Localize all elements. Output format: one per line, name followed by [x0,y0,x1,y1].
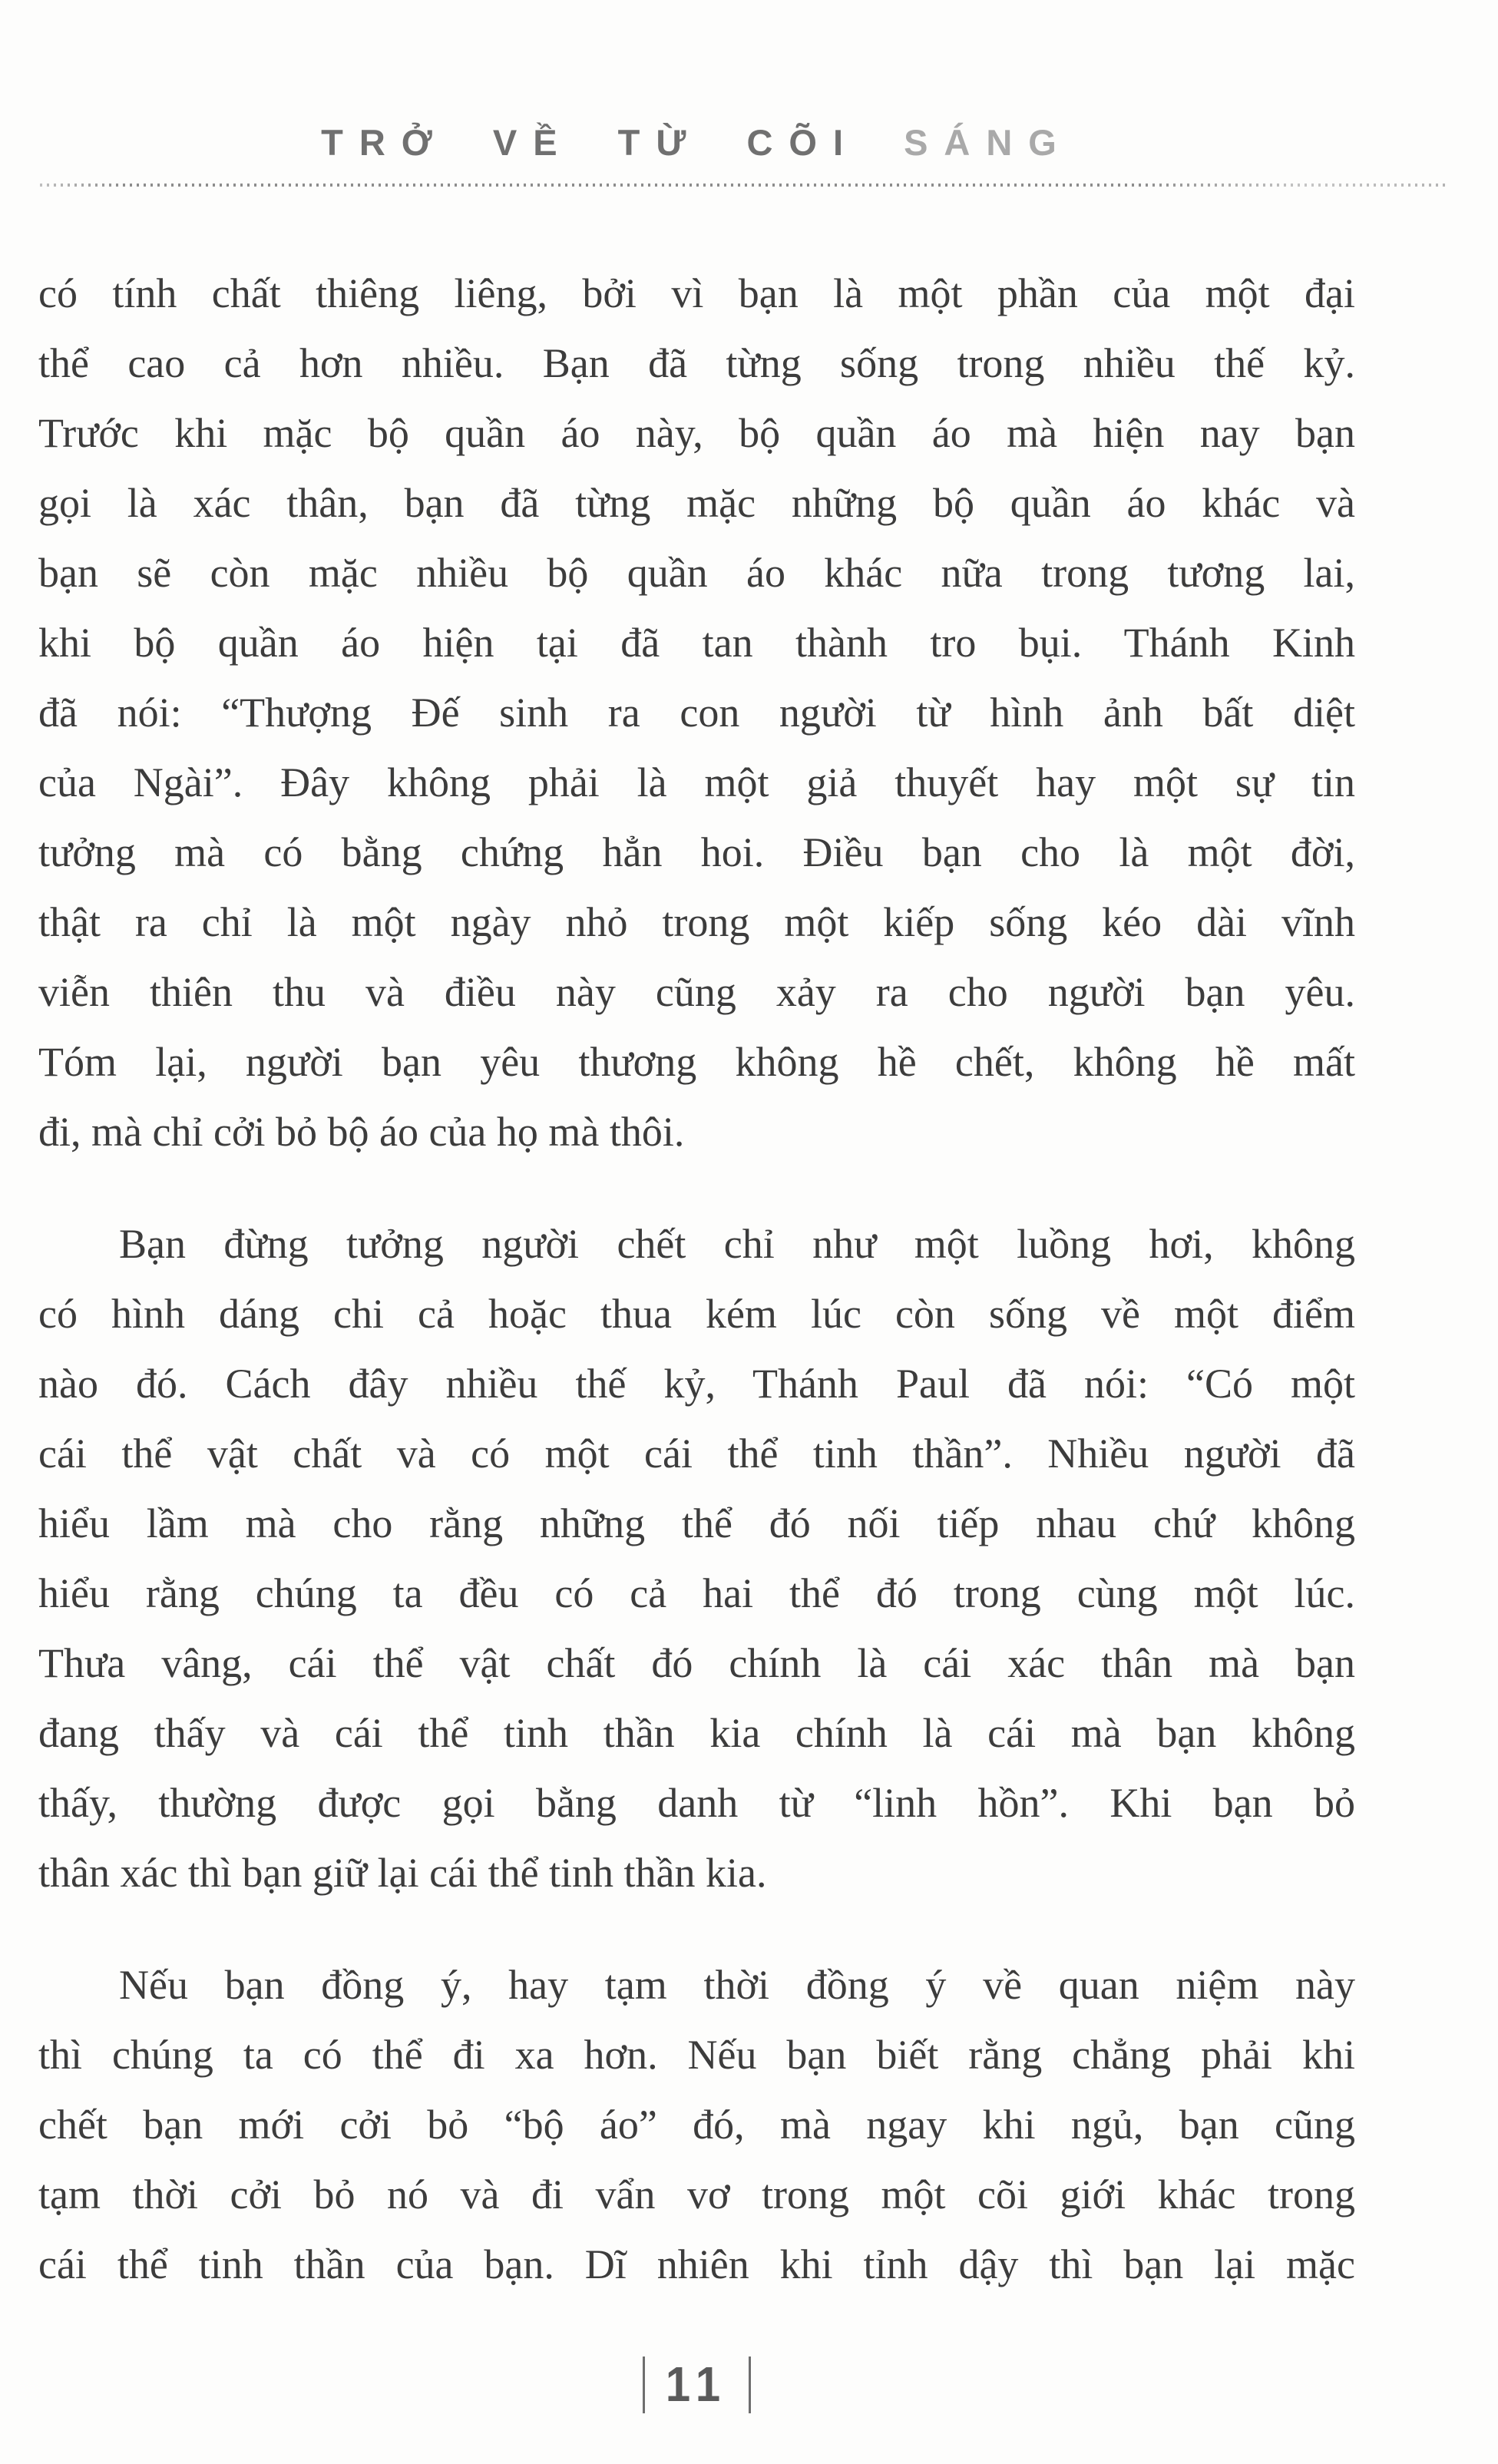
text-line: gọi là xác thân, bạn đã từng mặc những bộ quần áo khác và [38,480,1355,526]
book-title [38,121,1355,164]
text-line: đi, mà chỉ cởi bỏ bộ áo của họ mà thôi. [38,1109,685,1155]
text-line: thể cao cả hơn nhiều. Bạn đã từng sống trong nhiều thế kỷ. [38,340,1355,386]
folio-left-bar [643,2357,645,2413]
text-line: viễn thiên thu và điều này cũng xảy ra cho người bạn yêu. [38,969,1355,1015]
page-number: 11 [665,2357,729,2413]
text-line: thân xác thì bạn giữ lại cái thể tinh thần kia. [38,1850,767,1896]
text-line: Tóm lại, người bạn yêu thương không hề chết, không hề mất [38,1039,1355,1085]
text-line: chết bạn mới cởi bỏ “bộ áo” đó, mà ngay khi ngủ, bạn cũng [38,2102,1355,2148]
paragraph [38,1950,1355,2300]
text-line: nào đó. Cách đây nhiều thế kỷ, Thánh Paul đã nói: “Có một [38,1361,1355,1407]
book-title-main: TRỞ VỀ TỪ CÕI [321,122,859,163]
text-line: Thưa vâng, cái thể vật chất đó chính là cái xác thân mà bạn [38,1640,1355,1686]
body-text [38,259,1355,2300]
text-line: của Ngài”. Đây không phải là một giả thuyết hay một sự tin [38,759,1355,805]
text-line: có tính chất thiêng liêng, bởi vì bạn là một phần của một đại [38,270,1355,316]
page-footer [38,2357,1355,2413]
folio-right-bar [749,2357,751,2413]
text-line: đang thấy và cái thể tinh thần kia chính là cái mà bạn không [38,1710,1355,1756]
header-dotted-rule [40,184,1447,187]
text-line: khi bộ quần áo hiện tại đã tan thành tro bụi. Thánh Kinh [38,620,1355,666]
text-line: Bạn đừng tưởng người chết chỉ như một luồng hơi, không [119,1221,1355,1267]
paragraph [38,259,1355,1167]
text-line: hiểu rằng chúng ta đều có cả hai thể đó trong cùng một lúc. [38,1570,1355,1616]
text-line: Trước khi mặc bộ quần áo này, bộ quần áo mà hiện nay bạn [38,410,1355,456]
text-line: bạn sẽ còn mặc nhiều bộ quần áo khác nữa trong tương lai, [38,550,1355,596]
paragraph [38,1209,1355,1908]
text-line: thật ra chỉ là một ngày nhỏ trong một kiếp sống kéo dài vĩnh [38,899,1355,945]
text-line: hiểu lầm mà cho rằng những thể đó nối tiếp nhau chứ không [38,1500,1355,1546]
text-line: đã nói: “Thượng Đế sinh ra con người từ hình ảnh bất diệt [38,690,1355,736]
text-line: cái thể vật chất và có một cái thể tinh thần”. Nhiều người đã [38,1430,1355,1477]
text-line: có hình dáng chi cả hoặc thua kém lúc còn sống về một điểm [38,1291,1355,1337]
text-line: thấy, thường được gọi bằng danh từ “linh hồn”. Khi bạn bỏ [38,1780,1355,1826]
text-line: tưởng mà có bằng chứng hẳn hoi. Điều bạn cho là một đời, [38,829,1355,875]
text-line: tạm thời cởi bỏ nó và đi vẩn vơ trong một cõi giới khác trong [38,2171,1355,2218]
book-title-accent: SÁNG [904,122,1073,163]
text-line: thì chúng ta có thể đi xa hơn. Nếu bạn biết rằng chẳng phải khi [38,2032,1355,2078]
text-line: cái thể tinh thần của bạn. Dĩ nhiên khi tỉnh dậy thì bạn lại mặc [38,2241,1355,2287]
text-line: Nếu bạn đồng ý, hay tạm thời đồng ý về quan niệm này [119,1962,1355,2008]
page-content [38,0,1355,2413]
running-header [38,0,1355,187]
